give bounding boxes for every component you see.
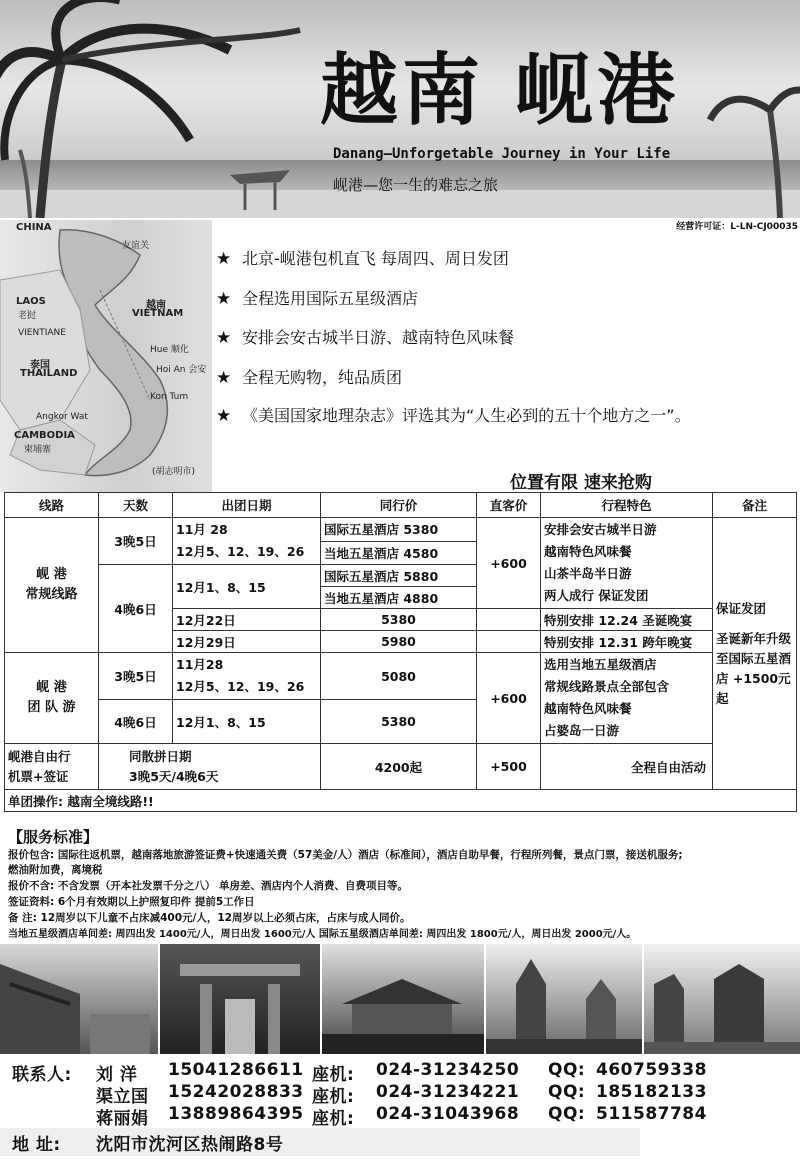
vietnam-map (0, 220, 212, 492)
direct-price-cell: +600 (477, 653, 541, 744)
direct-price-cell: +500 (477, 744, 541, 790)
map-label: Hoi An 会安 (156, 365, 207, 375)
contact-qq-label: QQ: (548, 1060, 586, 1080)
map-label: CAMBODIA (14, 430, 75, 441)
direct-price-cell: +600 (477, 518, 541, 609)
features-cell: 特别安排 12.31 跨年晚宴 (541, 631, 713, 653)
header-notes: 备注 (713, 493, 797, 518)
palace-photo-icon (322, 944, 484, 1054)
features-cell: 全程自由活动 (541, 744, 797, 790)
table-footer: 单团操作: 越南全境线路!! (5, 790, 797, 812)
contact-tel-label: 座机: (312, 1087, 355, 1107)
map-label: Hue 顺化 (150, 345, 189, 355)
header-direct-price: 直客价 (477, 493, 541, 518)
feature-item: ★ 安排会安古城半日游、越南特色风味餐 (216, 328, 515, 348)
contact-tel-label: 座机: (312, 1065, 355, 1085)
days-cell: 3晚5日 (99, 653, 173, 700)
ruins-photo-icon (644, 944, 800, 1054)
map-label: Kon Tum (150, 392, 189, 402)
service-line: 签证资料: 6个月有效期以上护照复印件 提前5工作日 (8, 896, 255, 908)
tower-photo-icon (486, 944, 642, 1054)
address-value: 沈阳市沈河区热闹路8号 (96, 1135, 284, 1155)
header-features: 行程特色 (541, 493, 713, 518)
price-cell: 5080 (321, 653, 477, 700)
star-icon: ★ (216, 328, 232, 348)
contact-name: 蒋丽娟 (96, 1109, 149, 1129)
dates-cell: 12月1、8、15 (173, 565, 321, 609)
star-icon: ★ (216, 406, 232, 426)
star-icon: ★ (216, 249, 232, 269)
map-label: 柬埔寨 (24, 445, 52, 455)
features-cell: 安排会安古城半日游 越南特色风味餐 山茶半岛半日游 两人成行 保证发团 (541, 518, 713, 609)
map-label: Angkor Wat (36, 412, 88, 422)
photo-palace (322, 944, 484, 1054)
days-cell: 同散拼日期 3晚5天/4晚6天 (99, 744, 321, 790)
days-cell: 4晚6日 (99, 700, 173, 744)
dates-cell: 11月 28 12月5、12、19、26 (173, 518, 321, 565)
subtitle-chinese: 岘港—您一生的难忘之旅 (333, 176, 499, 194)
service-line: 报价包含: 国际往返机票，越南落地旅游签证费+快速通关费（57美金/人）酒店（标准间），酒店自助早餐，行程所列餐，景点门票，接送机服务; (8, 849, 683, 861)
header-route: 线路 (5, 493, 99, 518)
contact-qq: 511587784 (596, 1104, 707, 1124)
contact-name: 刘 洋 (96, 1065, 138, 1085)
map-label: (胡志明市) (152, 467, 196, 477)
contact-tel-label: 座机: (312, 1109, 355, 1129)
map-label: CHINA (16, 222, 52, 233)
photo-tower (486, 944, 642, 1054)
price-cell: 当地五星酒店 4880 (321, 587, 477, 609)
route-group: 岘 港 团 队 游 (5, 653, 99, 744)
price-cell: 国际五星酒店 5380 (321, 518, 477, 542)
price-cell: 5380 (321, 700, 477, 744)
feature-item: ★ 全程选用国际五星级酒店 (216, 289, 419, 309)
contact-qq: 185182133 (596, 1082, 707, 1102)
features-cell: 选用当地五星级酒店 常规线路景点全部包含 越南特色风味餐 占婆岛一日游 (541, 653, 713, 744)
map-label: 老挝 (18, 311, 37, 321)
dates-cell: 12月22日 (173, 609, 321, 631)
price-cell: 当地五星酒店 4580 (321, 541, 477, 565)
price-cell: 5980 (321, 631, 477, 653)
photo-ruins (644, 944, 800, 1054)
service-line: 燃油附加费，离境税 (8, 864, 103, 876)
contact-tel: 024-31043968 (376, 1104, 520, 1124)
contact-tel: 024-31234250 (376, 1060, 520, 1080)
palm-tree-icon (0, 0, 320, 218)
price-cell: 4200起 (321, 744, 477, 790)
contact-tel: 024-31234221 (376, 1082, 520, 1102)
price-cell: 5380 (321, 609, 477, 631)
feature-item: ★ 北京-岘港包机直飞 每周四、周日发团 (216, 249, 509, 269)
days-cell: 3晚5日 (99, 518, 173, 565)
price-cell: 国际五星酒店 5880 (321, 565, 477, 587)
page-title: 越南 岘港 (320, 45, 680, 136)
service-title: 【服务标准】 (8, 828, 99, 846)
map-label: 友谊关 (122, 241, 150, 251)
contact-qq-label: QQ: (548, 1104, 586, 1124)
contact-mobile: 13889864395 (168, 1104, 304, 1124)
palm-tree-right-icon (700, 0, 800, 218)
days-cell: 4晚6日 (99, 565, 173, 653)
route-regular: 岘 港 常规线路 (5, 518, 99, 653)
service-line: 备 注: 12周岁以下儿童不占床减400元/人，12周岁以上必须占床，占床与成人同价。 (8, 912, 411, 924)
contact-qq-label: QQ: (548, 1082, 586, 1102)
map-label: LAOS (16, 296, 46, 307)
header-days: 天数 (99, 493, 173, 518)
service-line: 报价不含: 不含发票（开本社发票千分之八） 单房差、酒店内个人消费、自费项目等。 (8, 880, 409, 892)
feature-item: ★ 全程无购物，纯品质团 (216, 368, 403, 388)
contact-qq: 460759338 (596, 1060, 707, 1080)
contact-label: 联系人: (12, 1065, 72, 1085)
address-label: 地 址: (12, 1135, 61, 1155)
map-label: VIENTIANE (18, 328, 66, 338)
map-label: 越南 (146, 300, 166, 311)
star-icon: ★ (216, 368, 232, 388)
map-label: THAILAND (20, 368, 78, 379)
contact-mobile: 15242028833 (168, 1082, 304, 1102)
slogan: 位置有限 速来抢购 (510, 473, 652, 493)
feature-item: ★ 《美国国家地理杂志》评选其为“人生必到的五十个地方之一”。 (216, 406, 691, 426)
dates-cell: 12月29日 (173, 631, 321, 653)
dates-cell: 12月1、8、15 (173, 700, 321, 744)
dates-cell: 11月28 12月5、12、19、26 (173, 653, 321, 700)
price-table (4, 492, 797, 812)
temple-interior-icon (160, 944, 320, 1054)
license-number: 经营许可证：L-LN-CJ00035 (676, 222, 798, 232)
star-icon: ★ (216, 289, 232, 309)
map-label: VIETNAM (132, 308, 184, 319)
contact-mobile: 15041286611 (168, 1060, 304, 1080)
photo-street (0, 944, 158, 1054)
photo-temple-interior (160, 944, 320, 1054)
header-banner (0, 0, 800, 218)
notes-cell: 保证发团 圣诞新年升级至国际五星酒店 +1500元起 (713, 518, 797, 790)
features-cell: 特别安排 12.24 圣诞晚宴 (541, 609, 713, 631)
street-photo-icon (0, 944, 158, 1054)
subtitle-english: Danang—Unforgetable Journey in Your Life (333, 146, 671, 162)
service-line: 当地五星级酒店单间差: 周四出发 1400元/人，周日出发 1600元/人 国际五星级酒店单间差: 周四出发 1800元/人，周日出发 2000元/人。 (8, 929, 637, 940)
route-free: 岘港自由行 机票+签证 (5, 744, 99, 790)
header-trade-price: 同行价 (321, 493, 477, 518)
map-label: 泰国 (30, 360, 50, 371)
contact-name: 渠立国 (96, 1087, 149, 1107)
header-dates: 出团日期 (173, 493, 321, 518)
